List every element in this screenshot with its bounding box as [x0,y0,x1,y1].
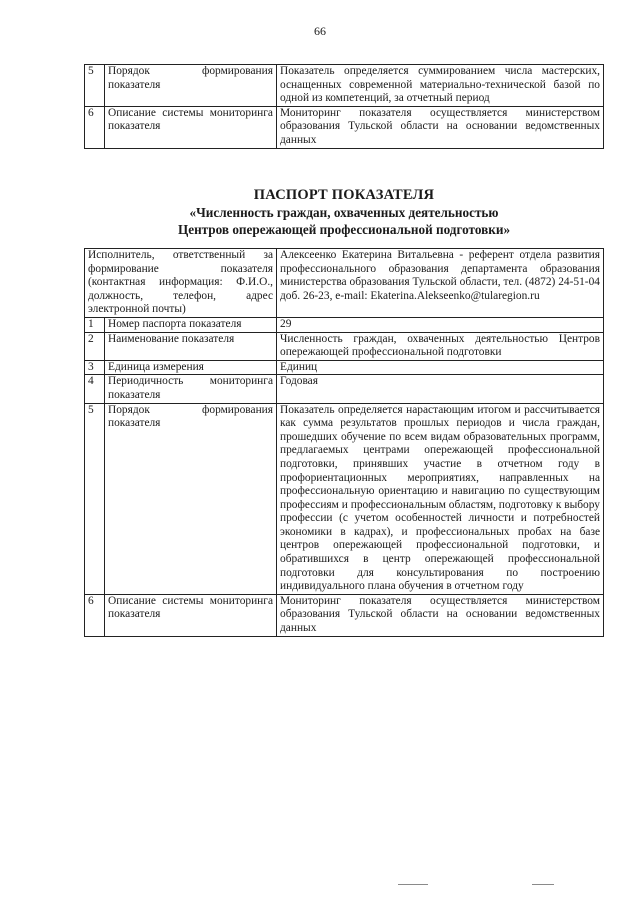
table-row-header [85,249,604,318]
row-label: Периодичность мониторинга показателя [105,375,277,403]
row-number: 3 [85,360,105,375]
row-label: Порядок формирования показателя [105,65,277,107]
executor-label: Исполнитель, ответственный за формирование показателя (контактная информация: Ф.И.О., должность, телефон, адрес электронной почты) [85,249,277,318]
row-number: 2 [85,332,105,360]
row-value: Показатель определяется суммированием числа мастерских, оснащенных современной материально-технической базой по одной из компетенций, за отчетный период [277,65,604,107]
scan-mark [398,884,428,885]
table-row [85,317,604,332]
row-number: 6 [85,106,105,148]
table-row [85,403,604,594]
continuation-table [84,64,604,149]
row-label: Порядок формирования показателя [105,403,277,594]
passport-table [84,248,604,637]
page-number: 66 [314,24,326,38]
row-value: Мониторинг показателя осуществляется министерством образования Тульской области на основании ведомственных данных [277,594,604,636]
passport-subtitle-line2: Центров опережающей профессиональной подготовки» [177,222,511,237]
row-label: Описание системы мониторинга показателя [105,594,277,636]
row-number: 1 [85,317,105,332]
row-label: Описание системы мониторинга показателя [105,106,277,148]
row-number: 6 [85,594,105,636]
row-number: 5 [85,65,105,107]
table-row [85,106,604,148]
table-row [85,332,604,360]
row-number: 4 [85,375,105,403]
row-value: Показатель определяется нарастающим итогом и рассчитывается как сумма результатов прошлых периодов и числа граждан, прошедших обучение по всем видам образовательных программ, предлагаемых центрами опережающей профессиональной подготовки, принявших участие в отчетном году в профориентационных мероприятиях, направленных на профессиональную ориентацию и навигацию по существующим профессиям и профессиональным областям, подготовку к выбору профессии (с учетом особенностей личности и потребностей экономики в кадрах), и профессиональных пробах на базе центров опережающей профессиональной подготовки, и обратившихся в центр опережающей профессиональной подготовки для консультирования по построению индивидуального плана обучения в отчетном году [277,403,604,594]
row-label: Единица измерения [105,360,277,375]
table-row [85,65,604,107]
table-row [85,375,604,403]
scan-mark [532,884,554,885]
row-value: Единиц [277,360,604,375]
row-value: 29 [277,317,604,332]
row-value: Численность граждан, охваченных деятельностью Центров опережающей профессиональной подготовки [277,332,604,360]
executor-value: Алексеенко Екатерина Витальевна - референт отдела развития профессионального образования департамента образования министерства образования Тульской области, тел. (4872) 24-51-04 доб. 26-23, e-mail: Ekaterina.Alekseenko@tularegion.ru [277,249,604,318]
row-value: Мониторинг показателя осуществляется министерством образования Тульской области на основании ведомственных данных [277,106,604,148]
row-label: Наименование показателя [105,332,277,360]
row-label: Номер паспорта показателя [105,317,277,332]
row-number: 5 [85,403,105,594]
passport-subtitle-line1: «Численность граждан, охваченных деятельностью [189,205,499,220]
passport-title-block [84,186,604,238]
passport-title: ПАСПОРТ ПОКАЗАТЕЛЯ [253,187,435,203]
table-row [85,360,604,375]
table-row [85,594,604,636]
row-value: Годовая [277,375,604,403]
